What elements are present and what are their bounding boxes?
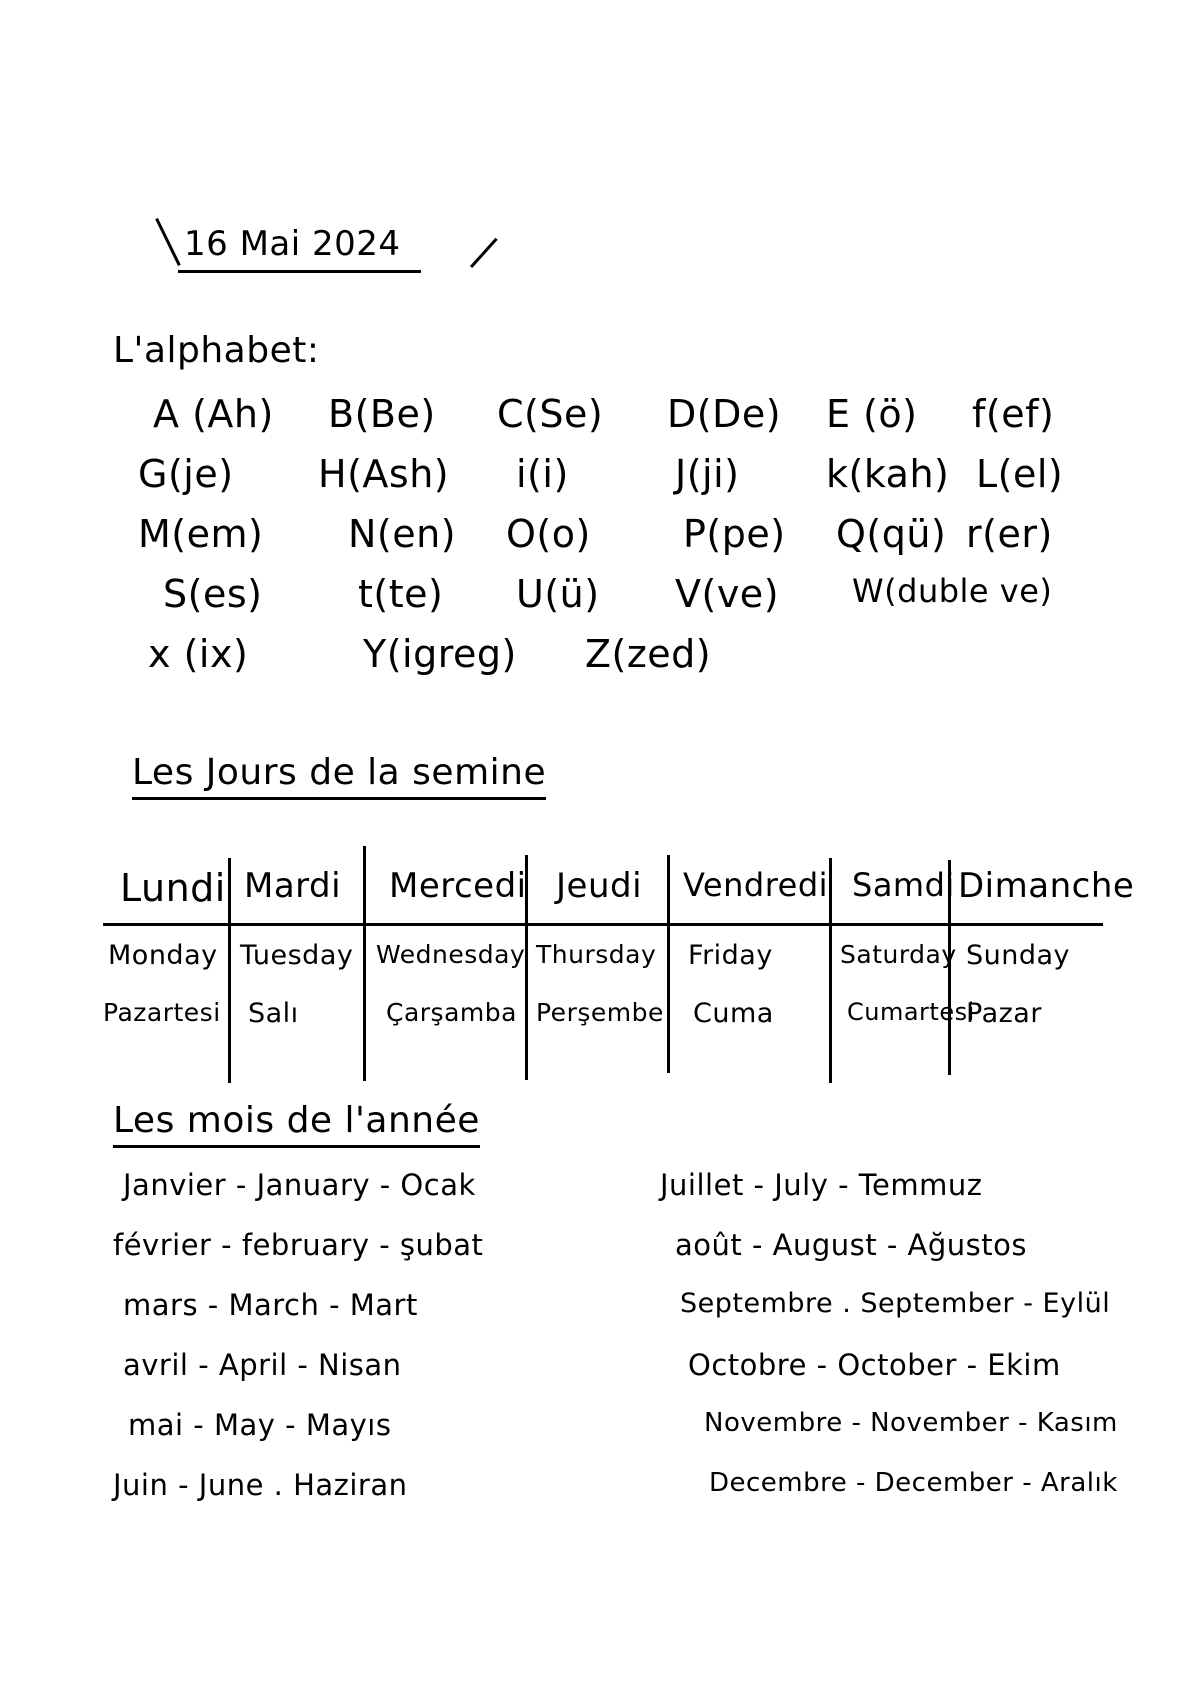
alphabet-letter: k(kah) <box>826 452 950 496</box>
day-turkish: Pazartesi <box>103 998 221 1027</box>
day-english: Sunday <box>966 940 1071 971</box>
day-french: Jeudi <box>556 866 643 906</box>
month-entry: mai - May - Mayıs <box>128 1408 392 1442</box>
days-table-column-line <box>363 846 366 1081</box>
date-mark-right <box>470 238 498 268</box>
page-date: 16 Mai 2024 <box>178 224 421 273</box>
day-french: Vendredi <box>683 866 829 904</box>
month-entry: Octobre - October - Ekim <box>688 1348 1061 1382</box>
alphabet-letter: r(er) <box>966 512 1053 556</box>
month-entry: février - february - şubat <box>113 1228 484 1262</box>
alphabet-letter: x (ix) <box>148 632 249 676</box>
month-entry: Septembre . September - Eylül <box>680 1288 1111 1319</box>
alphabet-letter: P(pe) <box>683 512 786 556</box>
alphabet-letter: J(ji) <box>675 452 740 496</box>
alphabet-letter: S(es) <box>163 572 263 616</box>
days-table-column-line <box>829 858 832 1083</box>
month-entry: août - August - Ağustos <box>675 1228 1028 1262</box>
day-turkish: Pazar <box>966 998 1042 1029</box>
alphabet-letter: i(i) <box>516 452 569 496</box>
day-french: Dimanche <box>958 866 1135 906</box>
month-entry: Juin - June . Haziran <box>113 1468 408 1502</box>
alphabet-letter: V(ve) <box>675 572 780 616</box>
alphabet-letter: B(Be) <box>328 392 436 436</box>
days-table-column-line <box>667 855 670 1073</box>
month-entry: Decembre - December - Aralık <box>709 1468 1118 1498</box>
day-turkish: Cumartesi <box>847 998 975 1026</box>
day-english: Friday <box>688 940 773 971</box>
day-turkish: Çarşamba <box>386 998 517 1027</box>
alphabet-letter: C(Se) <box>497 392 604 436</box>
day-english: Wednesday <box>376 940 526 969</box>
month-entry: avril - April - Nisan <box>123 1348 402 1382</box>
alphabet-letter: t(te) <box>358 572 444 616</box>
day-french: Mercedi <box>389 866 527 906</box>
day-french: Mardi <box>244 866 342 906</box>
alphabet-letter: O(o) <box>506 512 591 556</box>
date-mark-left <box>155 218 180 266</box>
alphabet-letter: H(Ash) <box>318 452 450 496</box>
alphabet-letter: N(en) <box>348 512 457 556</box>
alphabet-letter: E (ö) <box>826 392 918 436</box>
alphabet-letter: U(ü) <box>516 572 600 616</box>
alphabet-letter: G(je) <box>138 452 234 496</box>
alphabet-letter: M(em) <box>138 512 264 556</box>
alphabet-letter: Y(igreg) <box>363 632 517 676</box>
day-turkish: Perşembe <box>536 998 664 1027</box>
days-table-column-line <box>228 858 231 1083</box>
months-title: Les mois de l'année <box>113 1100 480 1148</box>
alphabet-letter: W(duble ve) <box>852 572 1053 610</box>
alphabet-letter: D(De) <box>667 392 782 436</box>
day-french: Lundi <box>120 866 226 910</box>
day-english: Monday <box>108 940 218 971</box>
alphabet-letter: A (Ah) <box>153 392 274 436</box>
alphabet-letter: f(ef) <box>972 392 1055 436</box>
day-english: Thursday <box>536 940 657 969</box>
month-entry: Novembre - November - Kasım <box>704 1408 1118 1438</box>
alphabet-letter: L(el) <box>976 452 1064 496</box>
days-title: Les Jours de la semine <box>132 752 546 800</box>
day-turkish: Cuma <box>693 998 774 1029</box>
month-entry: Juillet - July - Temmuz <box>660 1168 983 1202</box>
day-english: Saturday <box>840 940 957 969</box>
alphabet-letter: Q(qü) <box>836 512 947 556</box>
day-french: Samdi <box>852 866 955 904</box>
days-table-divider <box>103 923 1103 926</box>
day-turkish: Salı <box>248 998 299 1029</box>
month-entry: Janvier - January - Ocak <box>123 1168 476 1202</box>
alphabet-title: L'alphabet: <box>113 330 320 371</box>
alphabet-letter: Z(zed) <box>585 632 712 676</box>
day-english: Tuesday <box>240 940 354 971</box>
month-entry: mars - March - Mart <box>123 1288 418 1322</box>
